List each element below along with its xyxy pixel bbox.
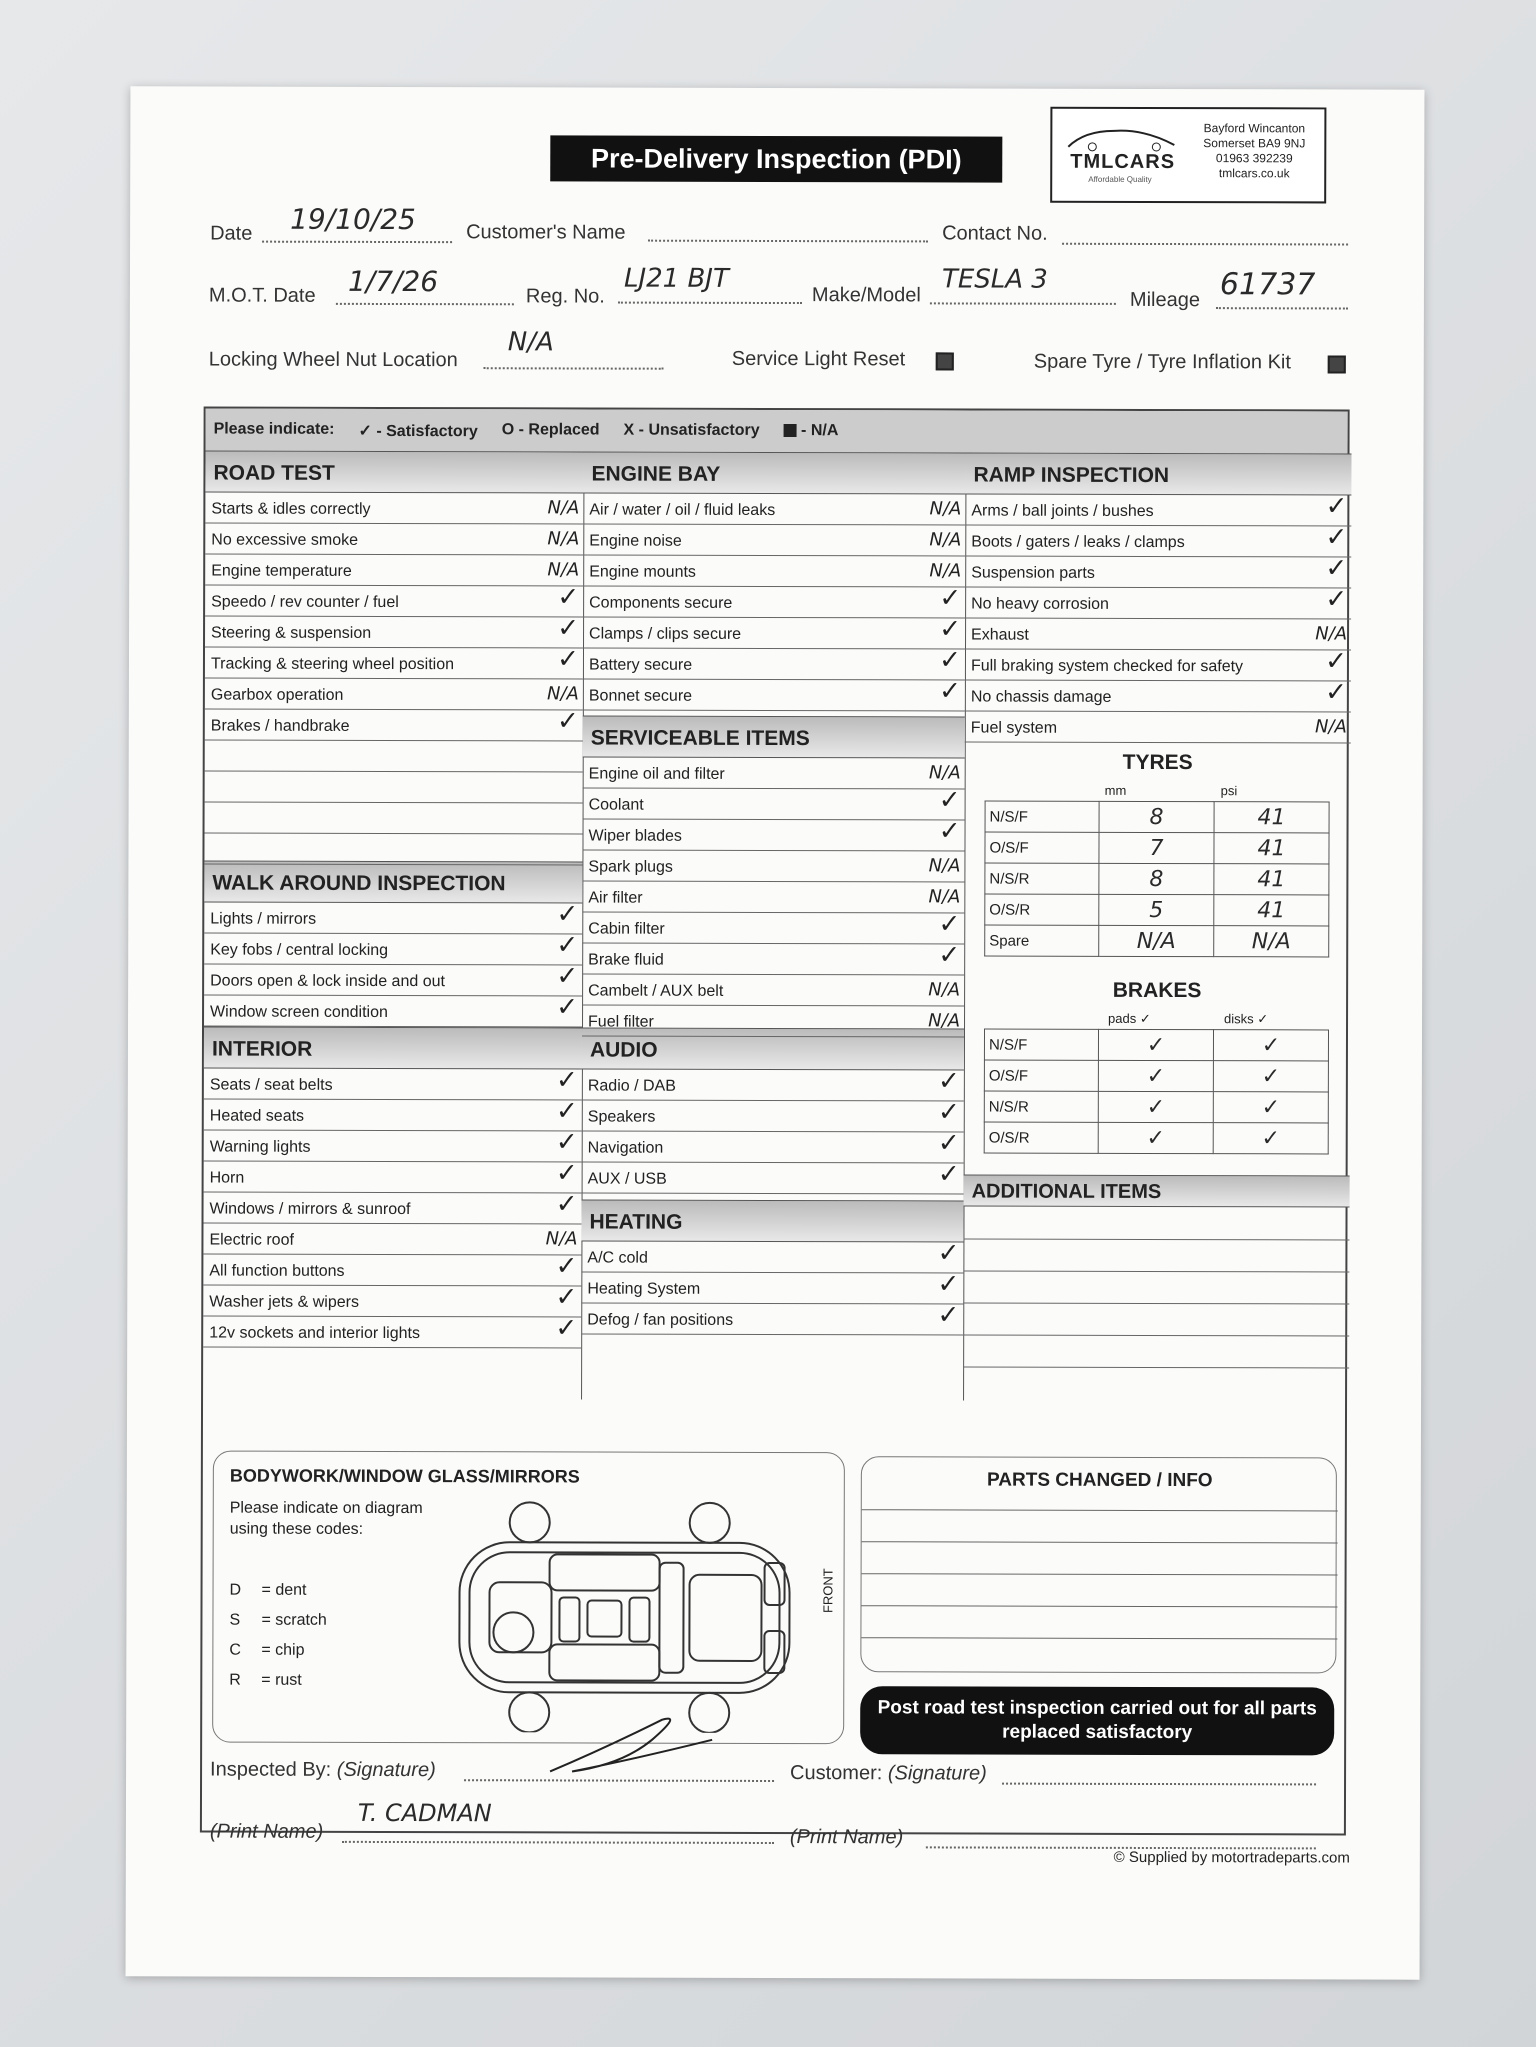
phone-number: 01963 392239 [1215, 151, 1293, 166]
check-mark[interactable]: ✓ [556, 930, 579, 961]
checklist-label: Heated seats [209, 1107, 305, 1125]
date-value: 19/10/25 [290, 202, 416, 237]
checklist-row[interactable] [204, 930, 582, 966]
checklist-label: Clamps / clips secure [589, 625, 742, 643]
checklist-label: Windows / mirrors & sunroof [209, 1200, 411, 1219]
checklist-row[interactable] [582, 974, 964, 1006]
service-light-checkbox[interactable] [936, 352, 954, 370]
check-mark[interactable]: ✓ [1325, 522, 1348, 553]
customer-name-label: Customer's Name [466, 221, 626, 244]
table-row [984, 1029, 1328, 1061]
check-mark[interactable]: ✓ [557, 644, 580, 675]
checklist-row[interactable] [203, 1282, 581, 1318]
brakes-disks-cell[interactable]: ✓ [1213, 1061, 1328, 1092]
checklist-row[interactable] [965, 646, 1351, 681]
checklist-row[interactable] [581, 1238, 963, 1273]
tyres-mm-cell[interactable]: 8 [1099, 801, 1214, 832]
code-meaning: = rust [261, 1671, 302, 1689]
additional-items-header: ADDITIONAL ITEMS [964, 1174, 1350, 1207]
inspector-print-value: T. CADMAN [357, 1798, 492, 1828]
check-mark[interactable]: ✓ [939, 676, 961, 707]
check-mark[interactable]: N/A [547, 497, 580, 519]
bodywork-panel [212, 1451, 845, 1745]
audio-header: AUDIO [582, 1027, 964, 1070]
check-mark[interactable]: N/A [928, 979, 961, 1001]
brakes-pads-cell[interactable]: ✓ [1098, 1122, 1213, 1153]
checklist-label: Exhaust [971, 626, 1029, 644]
contact-field[interactable] [1062, 225, 1348, 246]
brakes-pads-cell[interactable]: ✓ [1098, 1060, 1213, 1091]
checklist-label: Engine temperature [211, 562, 352, 580]
tyres-mm-cell[interactable]: 5 [1099, 894, 1214, 925]
check-mark[interactable]: N/A [928, 855, 961, 877]
code-row [229, 1666, 326, 1696]
checklist-row[interactable] [583, 645, 965, 680]
checklist-label: Boots / gaters / leaks / clamps [971, 533, 1185, 552]
tyres-mm-cell[interactable]: 8 [1099, 863, 1214, 894]
checklist-label: Air / water / oil / fluid leaks [589, 501, 776, 519]
checklist-row[interactable] [583, 757, 965, 789]
tyres-pos-cell: N/S/F [985, 801, 1099, 832]
checklist-row[interactable] [582, 1005, 964, 1037]
check-mark[interactable]: ✓ [555, 1158, 578, 1189]
checklist-label: Washer jets & wipers [209, 1293, 359, 1311]
check-mark[interactable]: ✓ [1325, 584, 1348, 615]
checklist-label: Components secure [589, 594, 733, 612]
table-row [985, 863, 1329, 895]
brakes-disks-cell[interactable]: ✓ [1213, 1123, 1328, 1154]
check-mark[interactable]: ✓ [556, 899, 579, 930]
dealer-address [1194, 121, 1314, 181]
check-mark[interactable]: ✓ [937, 1097, 960, 1128]
tyres-psi-label: psi [1220, 783, 1238, 799]
tyres-psi-cell[interactable]: 41 [1214, 802, 1329, 833]
check-mark[interactable]: N/A [547, 683, 579, 705]
road-test-header: ROAD TEST [205, 451, 583, 494]
checklist-row[interactable] [203, 1251, 581, 1287]
checklist-label: Electric roof [209, 1231, 294, 1249]
tyres-table [984, 801, 1329, 958]
check-mark[interactable]: ✓ [555, 1189, 578, 1220]
brakes-title: BRAKES [1112, 978, 1202, 1003]
checklist-row[interactable] [582, 850, 964, 882]
check-mark[interactable]: N/A [547, 528, 580, 550]
check-mark[interactable]: ✓ [1325, 491, 1348, 522]
inspection-grid [200, 407, 1350, 1849]
brakes-pos-cell: N/S/F [984, 1029, 1098, 1060]
table-row [985, 832, 1329, 864]
check-mark[interactable]: ✓ [1325, 553, 1348, 584]
print-name-label: (Print Name) [789, 1826, 904, 1849]
blank-row[interactable] [205, 772, 583, 804]
tyres-mm-label: mm [1104, 782, 1127, 798]
checklist-row[interactable] [965, 711, 1351, 743]
check-mark[interactable]: ✓ [938, 816, 961, 847]
checklist-row[interactable] [581, 1269, 963, 1304]
legend-label: Please indicate: [213, 420, 335, 438]
parts-line[interactable] [861, 1637, 1337, 1639]
parts-line[interactable] [862, 1509, 1338, 1511]
checklist-row[interactable] [965, 584, 1351, 619]
engine-bay-header: ENGINE BAY [583, 451, 965, 494]
check-mark[interactable]: ✓ [555, 1127, 578, 1158]
damage-codes [229, 1576, 327, 1696]
checklist-label: Warning lights [209, 1138, 311, 1156]
check-mark[interactable]: N/A [929, 529, 962, 551]
checklist-row[interactable] [203, 1313, 581, 1349]
signature-label: (Signature) [336, 1758, 436, 1782]
checklist-row[interactable] [204, 1158, 582, 1194]
checklist-label: A/C cold [587, 1249, 648, 1267]
spare-tyre-checkbox[interactable] [1328, 355, 1346, 373]
check-mark[interactable]: ✓ [556, 1065, 578, 1096]
brakes-pos-cell: N/S/R [984, 1091, 1098, 1122]
legend-unsatisfactory: X - Unsatisfactory [623, 421, 760, 439]
locking-wheel-nut-label: Locking Wheel Nut Location [208, 348, 458, 372]
check-mark[interactable]: ✓ [555, 1251, 578, 1282]
checklist-row[interactable] [204, 961, 582, 997]
make-model-label: Make/Model [811, 284, 921, 307]
tyres-pos-cell: Spare [985, 925, 1099, 956]
check-mark[interactable]: N/A [928, 762, 961, 784]
checklist-row[interactable] [204, 1096, 582, 1132]
post-road-test-banner: Post road test inspection carried out for all parts replaced satisfactory [860, 1686, 1334, 1755]
brakes-pos-cell: O/S/F [984, 1060, 1098, 1091]
checklist-label: Navigation [587, 1139, 664, 1157]
reg-label: Reg. No. [525, 285, 605, 308]
additional-line[interactable] [963, 1238, 1349, 1240]
parts-changed-panel [860, 1456, 1337, 1673]
mileage-label: Mileage [1129, 288, 1200, 312]
code-key: S [229, 1611, 241, 1629]
checklist-label: Heating System [587, 1280, 701, 1298]
serviceable-items-header: SERVICEABLE ITEMS [583, 715, 965, 758]
check-mark[interactable]: N/A [547, 559, 580, 581]
checklist-label: Coolant [588, 796, 644, 814]
check-mark[interactable]: ✓ [938, 940, 961, 971]
checklist-label: Window screen condition [210, 1003, 388, 1021]
logo-tagline: Affordable Quality [1088, 174, 1152, 184]
checklist-label: Brake fluid [588, 951, 664, 969]
checklist-label: Speedo / rev counter / fuel [211, 593, 399, 612]
table-row [985, 925, 1329, 957]
additional-line[interactable] [963, 1366, 1349, 1368]
checklist-label: Spark plugs [588, 858, 673, 876]
tyres-mm-cell[interactable]: 7 [1099, 832, 1214, 863]
code-meaning: = dent [261, 1581, 307, 1599]
check-mark[interactable]: ✓ [937, 1269, 960, 1300]
checklist-label: Fuel system [970, 719, 1058, 737]
brakes-disks-cell[interactable]: ✓ [1213, 1030, 1328, 1061]
logo-name: TMLCARS [1070, 150, 1176, 174]
tyres-psi-cell[interactable]: 41 [1214, 864, 1329, 895]
print-name-label: (Print Name) [209, 1820, 324, 1843]
tyres-title: TYRES [1122, 750, 1193, 775]
parts-line[interactable] [861, 1605, 1337, 1607]
checklist-label: Seats / seat belts [209, 1076, 333, 1094]
brakes-pads-cell[interactable]: ✓ [1098, 1029, 1213, 1060]
brakes-pos-cell: O/S/R [984, 1122, 1098, 1153]
check-mark[interactable]: ✓ [939, 583, 962, 614]
checklist-row[interactable] [965, 618, 1351, 650]
tyres-mm-cell[interactable]: N/A [1099, 925, 1214, 956]
legend-replaced: O - Replaced [501, 421, 600, 439]
form-title: Pre-Delivery Inspection (PDI) [550, 135, 1002, 182]
code-row [229, 1576, 326, 1606]
na-square-icon [784, 424, 797, 437]
checklist-label: AUX / USB [587, 1170, 667, 1188]
checklist-row[interactable] [583, 524, 965, 556]
interior-header: INTERIOR [204, 1027, 582, 1070]
additional-line[interactable] [963, 1334, 1349, 1336]
checklist-label: Tracking & steering wheel position [210, 655, 455, 674]
tyres-pos-cell: N/S/R [985, 863, 1099, 894]
customer-label: Customer: [790, 1762, 883, 1785]
checklist-label: Speakers [587, 1108, 656, 1126]
checklist-row[interactable] [203, 1224, 581, 1256]
checklist-row[interactable] [204, 1127, 582, 1163]
car-silhouette-icon [1064, 123, 1184, 153]
check-mark[interactable]: N/A [545, 1228, 578, 1250]
check-mark[interactable]: ✓ [938, 1066, 960, 1097]
check-mark[interactable]: N/A [1315, 623, 1348, 645]
checklist-label: Engine oil and filter [588, 765, 725, 783]
checklist-row[interactable] [582, 1097, 964, 1132]
address-line: Somerset BA9 9NJ [1203, 136, 1306, 151]
reg-value: LJ21 BJT [623, 263, 729, 294]
checklist-row[interactable] [205, 644, 583, 680]
check-mark[interactable]: ✓ [937, 1300, 960, 1331]
tyres-psi-cell[interactable]: N/A [1214, 926, 1329, 957]
checklist-label: Engine mounts [589, 563, 696, 581]
checklist-row[interactable] [582, 1066, 964, 1101]
checklist-label: Fuel filter [588, 1013, 654, 1031]
service-light-label: Service Light Reset [731, 347, 906, 371]
brakes-pads-label: pads ✓ [1108, 1010, 1151, 1026]
heating-header: HEATING [581, 1199, 963, 1242]
check-mark[interactable]: N/A [1314, 716, 1347, 738]
checklist-row[interactable] [583, 493, 965, 525]
tyres-psi-cell[interactable]: 41 [1214, 833, 1329, 864]
checklist-label: Bonnet secure [588, 687, 693, 705]
table-row [985, 801, 1329, 833]
legend-satisfactory: ✓ - Satisfactory [358, 422, 478, 441]
parts-line[interactable] [862, 1541, 1338, 1543]
check-mark[interactable]: ✓ [1325, 646, 1348, 677]
code-row [229, 1636, 326, 1666]
check-mark[interactable]: ✓ [557, 613, 580, 644]
checklist-row[interactable] [582, 816, 964, 851]
checklist-row[interactable] [205, 582, 583, 618]
tyres-pos-cell: O/S/F [985, 832, 1099, 863]
code-row [229, 1606, 326, 1636]
inspected-by-label: Inspected By: [210, 1758, 332, 1781]
checklist-label: Arms / ball joints / bushes [971, 502, 1154, 520]
checklist-label: Lights / mirrors [210, 910, 317, 928]
check-mark[interactable]: N/A [928, 1010, 961, 1032]
checklist-row[interactable] [205, 524, 583, 556]
tyres-pos-cell: O/S/R [985, 894, 1099, 925]
checklist-row[interactable] [204, 992, 582, 1028]
table-row [985, 894, 1329, 926]
customer-print-field[interactable] [926, 1828, 1316, 1849]
checklist-label: Defog / fan positions [587, 1311, 734, 1329]
check-mark[interactable]: ✓ [937, 1238, 960, 1269]
additional-line[interactable] [963, 1270, 1349, 1272]
checklist-label: Wiper blades [588, 827, 682, 845]
dealer-logo [1050, 107, 1326, 204]
checklist-label: No heavy corrosion [971, 595, 1109, 613]
checklist-label: 12v sockets and interior lights [209, 1324, 421, 1343]
checklist-row[interactable] [965, 553, 1351, 588]
customer-signature-field[interactable] [1002, 1765, 1316, 1786]
code-key: C [229, 1641, 241, 1659]
blank-row[interactable] [205, 803, 583, 835]
checklist-label: Cambelt / AUX belt [588, 982, 724, 1000]
checklist-label: Battery secure [588, 656, 693, 674]
mileage-value: 61737 [1219, 267, 1316, 303]
blank-row[interactable] [204, 834, 582, 866]
checklist-row[interactable] [582, 909, 964, 944]
check-mark[interactable]: N/A [928, 886, 961, 908]
checklist-row[interactable] [582, 1128, 964, 1163]
tyres-psi-cell[interactable]: 41 [1214, 895, 1329, 926]
code-key: R [229, 1671, 241, 1689]
checklist-row[interactable] [583, 614, 965, 649]
checklist-row[interactable] [204, 899, 582, 935]
checklist-label: Suspension parts [971, 564, 1095, 582]
bodywork-intro: Please indicate on diagram using these codes: [229, 1499, 423, 1538]
checklist-row[interactable] [583, 583, 965, 618]
checklist-row[interactable] [965, 522, 1351, 557]
table-row [984, 1122, 1328, 1154]
table-row [984, 1060, 1328, 1092]
checklist-label: Steering & suspension [211, 624, 372, 642]
parts-line[interactable] [862, 1573, 1338, 1575]
checklist-row[interactable] [583, 555, 965, 587]
check-mark[interactable]: ✓ [938, 909, 961, 940]
bodywork-title: BODYWORK/WINDOW GLASS/MIRRORS [229, 1465, 580, 1487]
customer-sig [790, 1762, 987, 1786]
code-key: D [229, 1581, 242, 1599]
walk-around-header: WALK AROUND INSPECTION [204, 861, 582, 904]
brakes-pads-cell[interactable]: ✓ [1098, 1091, 1213, 1122]
spare-tyre-label: Spare Tyre / Tyre Inflation Kit [1033, 350, 1291, 374]
checklist-label: All function buttons [209, 1262, 345, 1280]
legend-na-text: - N/A [801, 422, 839, 440]
checklist-label: Engine noise [589, 532, 682, 550]
check-mark[interactable]: N/A [929, 560, 962, 582]
make-model-value: TESLA 3 [941, 264, 1048, 295]
check-mark[interactable]: ✓ [937, 1159, 960, 1190]
checklist-label: No excessive smoke [211, 531, 359, 549]
checklist-row[interactable] [965, 491, 1351, 526]
checklist-row[interactable] [205, 555, 583, 587]
mot-date-label: M.O.T. Date [208, 284, 316, 307]
mot-date-value: 1/7/26 [347, 264, 439, 299]
checklist-label: Starts & idles correctly [211, 500, 371, 518]
parts-changed-title: PARTS CHANGED / INFO [987, 1469, 1213, 1492]
check-mark[interactable]: ✓ [555, 1313, 578, 1344]
checklist-row[interactable] [581, 1300, 963, 1335]
table-row [984, 1091, 1328, 1123]
website: tmlcars.co.uk [1218, 166, 1290, 181]
check-mark[interactable]: ✓ [939, 645, 962, 676]
checklist-row[interactable] [205, 613, 583, 649]
check-mark[interactable]: ✓ [556, 992, 579, 1023]
checklist-label: Horn [209, 1169, 245, 1187]
checklist-label: Gearbox operation [210, 686, 344, 704]
handwritten-signature [542, 1709, 722, 1779]
date-label: Date [210, 222, 253, 245]
brakes-table [984, 1029, 1329, 1155]
signature-label: (Signature) [887, 1762, 987, 1785]
check-mark[interactable]: ✓ [1325, 677, 1347, 708]
blank-row[interactable] [205, 741, 583, 773]
checklist-row[interactable] [582, 1159, 964, 1194]
check-mark[interactable]: ✓ [938, 785, 961, 816]
car-diagram-icon[interactable] [439, 1492, 820, 1733]
check-mark[interactable]: ✓ [939, 614, 962, 645]
checklist-label: No chassis damage [970, 688, 1112, 706]
footer-credit: © Supplied by motortradeparts.com [1113, 1848, 1350, 1867]
pdi-form [126, 86, 1425, 1979]
check-mark[interactable]: ✓ [555, 1282, 578, 1313]
code-meaning: = scratch [261, 1611, 327, 1629]
checklist-row[interactable] [583, 676, 965, 711]
code-meaning: = chip [261, 1641, 305, 1659]
checklist-row[interactable] [965, 677, 1351, 712]
checklist-row[interactable] [582, 940, 964, 975]
address-line: Bayford Wincanton [1203, 121, 1306, 136]
indicate-legend [206, 409, 1348, 454]
locking-wheel-nut-value: N/A [507, 327, 554, 358]
checklist-row[interactable] [205, 493, 583, 525]
checklist-label: Cabin filter [588, 920, 665, 938]
checklist-label: Brakes / handbrake [210, 717, 350, 735]
check-mark[interactable]: ✓ [555, 1096, 578, 1127]
check-mark[interactable]: ✓ [557, 582, 580, 613]
checklist-row[interactable] [583, 785, 965, 820]
check-mark[interactable]: N/A [929, 498, 962, 520]
legend-na [784, 422, 839, 440]
check-mark[interactable]: ✓ [556, 706, 579, 737]
contact-label: Contact No. [942, 222, 1048, 245]
checklist-label: Doors open & lock inside and out [210, 972, 445, 991]
brakes-disks-label: disks ✓ [1224, 1011, 1269, 1027]
check-mark[interactable]: ✓ [556, 961, 579, 992]
check-mark[interactable]: ✓ [937, 1128, 960, 1159]
checklist-label: Key fobs / central locking [210, 941, 389, 959]
ramp-inspection-header: RAMP INSPECTION [965, 452, 1351, 495]
brakes-disks-cell[interactable]: ✓ [1213, 1092, 1328, 1123]
checklist-row[interactable] [582, 881, 964, 913]
inspected-by-sig [210, 1759, 436, 1783]
front-label: FRONT [820, 1568, 836, 1614]
checklist-row[interactable] [205, 679, 583, 711]
checklist-row[interactable] [205, 706, 583, 742]
checklist-label: Full braking system checked for safety [970, 657, 1244, 676]
checklist-label: Air filter [588, 889, 643, 907]
checklist-row[interactable] [204, 1065, 582, 1101]
customer-name-field[interactable] [648, 222, 928, 243]
checklist-row[interactable] [203, 1189, 581, 1225]
checklist-label: Radio / DAB [587, 1077, 676, 1095]
additional-line[interactable] [963, 1302, 1349, 1304]
